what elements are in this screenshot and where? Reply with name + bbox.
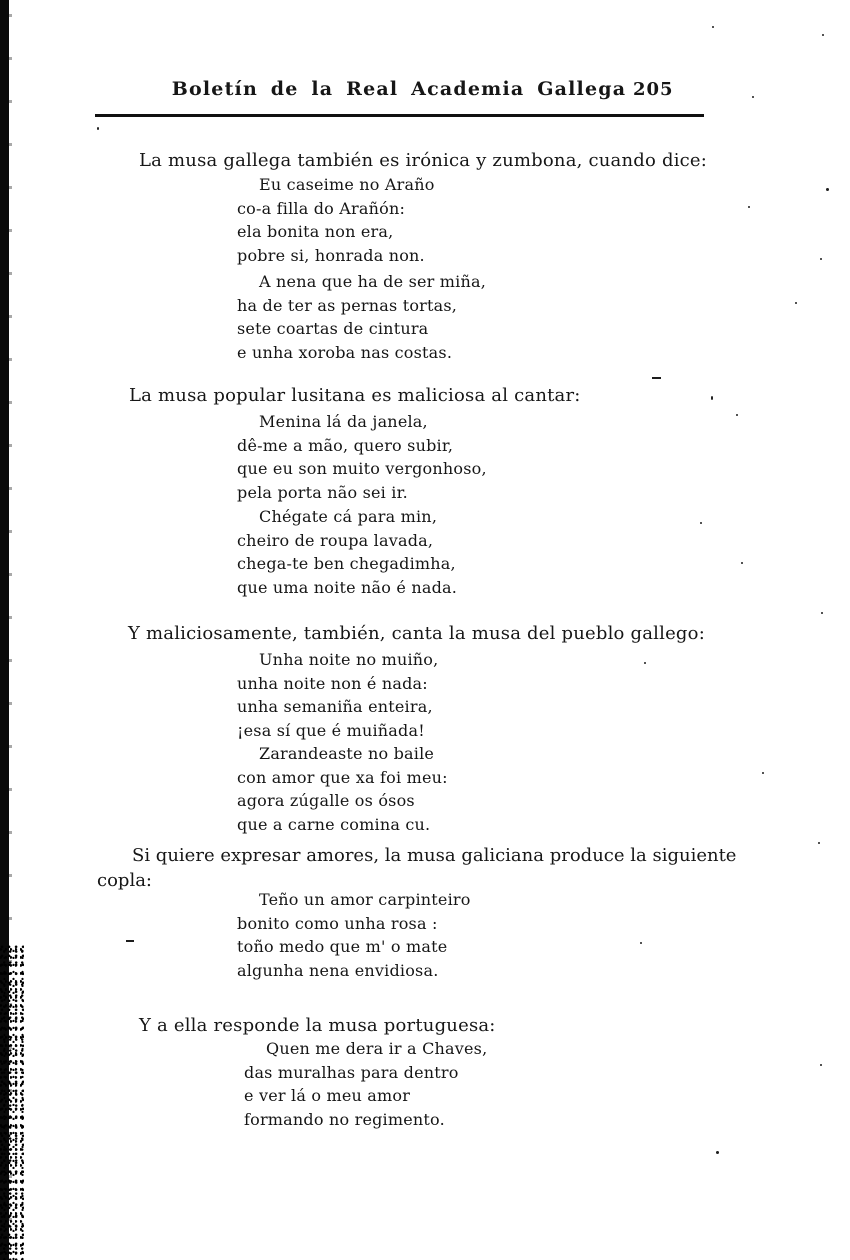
journal-title: Boletín de la Real Academia Gallega bbox=[171, 78, 627, 100]
verse-line: agora zúgalle os ósos bbox=[237, 791, 415, 810]
verse-line: e unha xoroba nas costas. bbox=[237, 342, 453, 362]
prose-line: Si quiere expresar amores, la musa galiciana produce la siguiente bbox=[132, 845, 737, 866]
verse-line: Chégate cá para min, bbox=[259, 507, 438, 526]
prose-line: copla: bbox=[97, 870, 152, 891]
verse-line: formando no regimento. bbox=[244, 1109, 445, 1129]
verse-line: Teño un amor carpinteiro bbox=[259, 890, 471, 909]
verse-line: Eu caseime no Araño bbox=[259, 175, 435, 194]
verse-line: das muralhas para dentro bbox=[244, 1062, 459, 1082]
verse-line: dê-me a mão, quero subir, bbox=[237, 435, 454, 455]
verse-line: que eu son muito vergonhoso, bbox=[237, 459, 487, 478]
verse-line: A nena que ha de ser miña, bbox=[259, 272, 487, 291]
verse-line: Menina lá da janela, bbox=[259, 412, 428, 431]
paragraph-musa-lusitana: La musa popular lusitana es maliciosa al cantar: bbox=[129, 385, 581, 406]
verse-line: con amor que xa foi meu: bbox=[237, 767, 448, 787]
verse-line: bonito como unha rosa : bbox=[237, 913, 438, 933]
verse-line: chega-te ben chegadimha, bbox=[237, 554, 456, 573]
paragraph-musa-gallega: La musa gallega también es irónica y zumbona, cuando dice: bbox=[139, 150, 708, 171]
verse-line: ela bonita non era, bbox=[237, 222, 394, 241]
verse-line: unha noite non é nada: bbox=[237, 673, 428, 693]
verse-line: e ver lá o meu amor bbox=[244, 1086, 411, 1105]
verse-stanza-menina bbox=[237, 410, 487, 504]
paragraph-musa-portuguesa: Y a ella responde la musa portuguesa: bbox=[139, 1015, 496, 1036]
header-rule bbox=[95, 114, 704, 117]
verse-line: co-a filla do Arañón: bbox=[237, 198, 406, 218]
verse-stanza-chaves bbox=[244, 1037, 487, 1131]
verse-line: que uma noite não é nada. bbox=[237, 577, 458, 597]
verse-line: que a carne comina cu. bbox=[237, 814, 431, 834]
scan-binding-noise bbox=[0, 945, 24, 1260]
verse-line: toño medo que m' o mate bbox=[237, 937, 448, 956]
verse-line: ¡esa sí que é muiñada! bbox=[237, 720, 425, 740]
verse-line: Quen me dera ir a Chaves, bbox=[266, 1039, 488, 1058]
verse-stanza-muino bbox=[237, 648, 438, 742]
verse-line: unha semaniña enteira, bbox=[237, 697, 433, 716]
page-number: 205 bbox=[633, 79, 674, 100]
paragraph-expresar-amores bbox=[97, 843, 737, 893]
verse-line: pela porta não sei ir. bbox=[237, 482, 408, 502]
verse-line: pobre si, honrada non. bbox=[237, 245, 425, 265]
verse-line: algunha nena envidiosa. bbox=[237, 960, 439, 980]
verse-line: sete coartas de cintura bbox=[237, 319, 429, 338]
verse-stanza-nena bbox=[237, 270, 486, 364]
verse-line: ha de ter as pernas tortas, bbox=[237, 295, 458, 315]
verse-line: Zarandeaste no baile bbox=[259, 744, 435, 763]
verse-line: Unha noite no muiño, bbox=[259, 650, 439, 669]
paragraph-musa-pueblo-gallego: Y maliciosamente, también, canta la musa del pueblo gallego: bbox=[128, 623, 705, 644]
verse-stanza-zarandeaste bbox=[237, 742, 448, 836]
verse-stanza-carpinteiro bbox=[237, 888, 471, 982]
verse-line: cheiro de roupa lavada, bbox=[237, 530, 434, 550]
verse-stanza-chegate bbox=[237, 505, 457, 599]
verse-stanza-arano bbox=[237, 173, 435, 267]
